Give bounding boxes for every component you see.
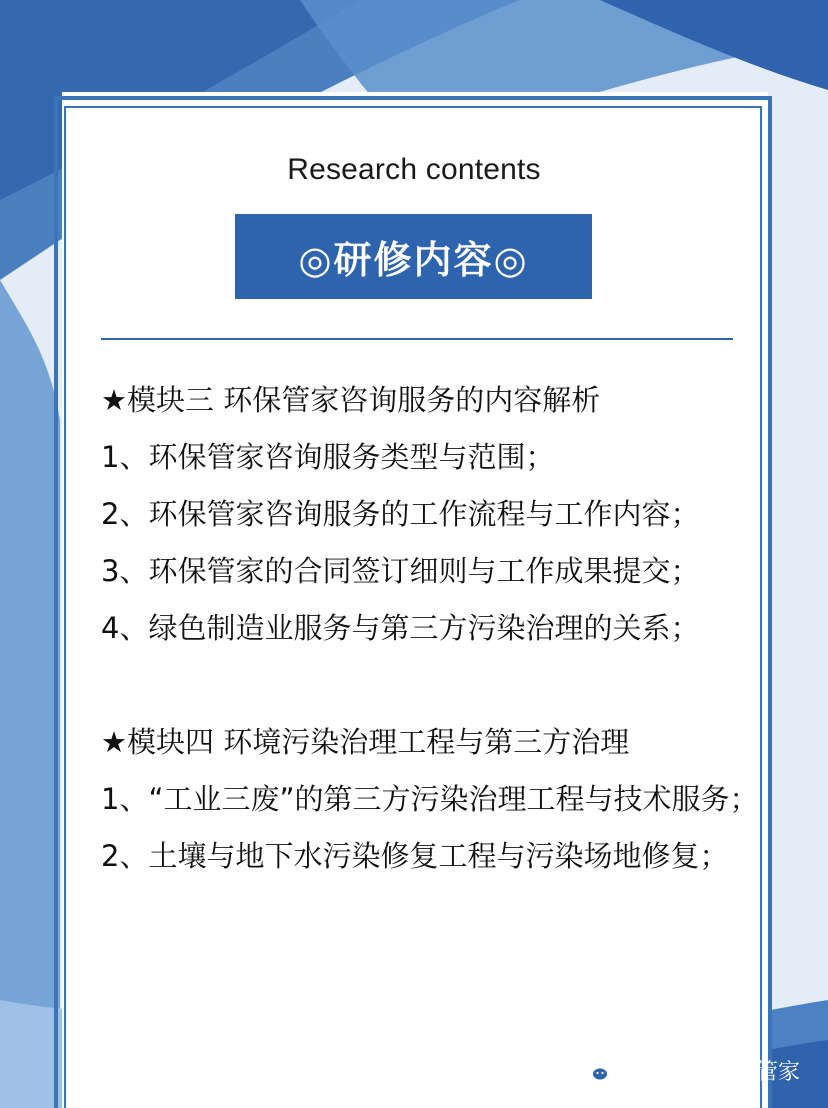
section-heading: ★模块四 环境污染治理工程与第三方治理 [101,725,630,759]
divider [101,338,733,340]
page-title: ◎研修内容◎ [235,214,592,299]
content-body [101,372,766,885]
section-heading: ★模块三 环保管家咨询服务的内容解析 [101,383,601,417]
list-item: 3、环保管家的合同签订细则与工作成果提交； [101,554,700,588]
list-item: 1、“工业三废”的第三方污染治理工程与技术服务； [101,782,759,816]
list-item: 2、土壤与地下水污染修复工程与污染场地修复； [101,839,729,873]
wechat-icon [581,1059,609,1083]
list-item: 4、绿色制造业服务与第三方污染治理的关系； [101,611,700,645]
list-item: 2、环保管家咨询服务的工作流程与工作内容； [101,497,700,531]
footer-watermark [581,1055,800,1086]
list-item: 1、环保管家咨询服务类型与范围； [101,440,555,474]
account-name: 越华|润华环保管家 [616,1060,800,1085]
page-subtitle: Research contents [287,153,541,186]
